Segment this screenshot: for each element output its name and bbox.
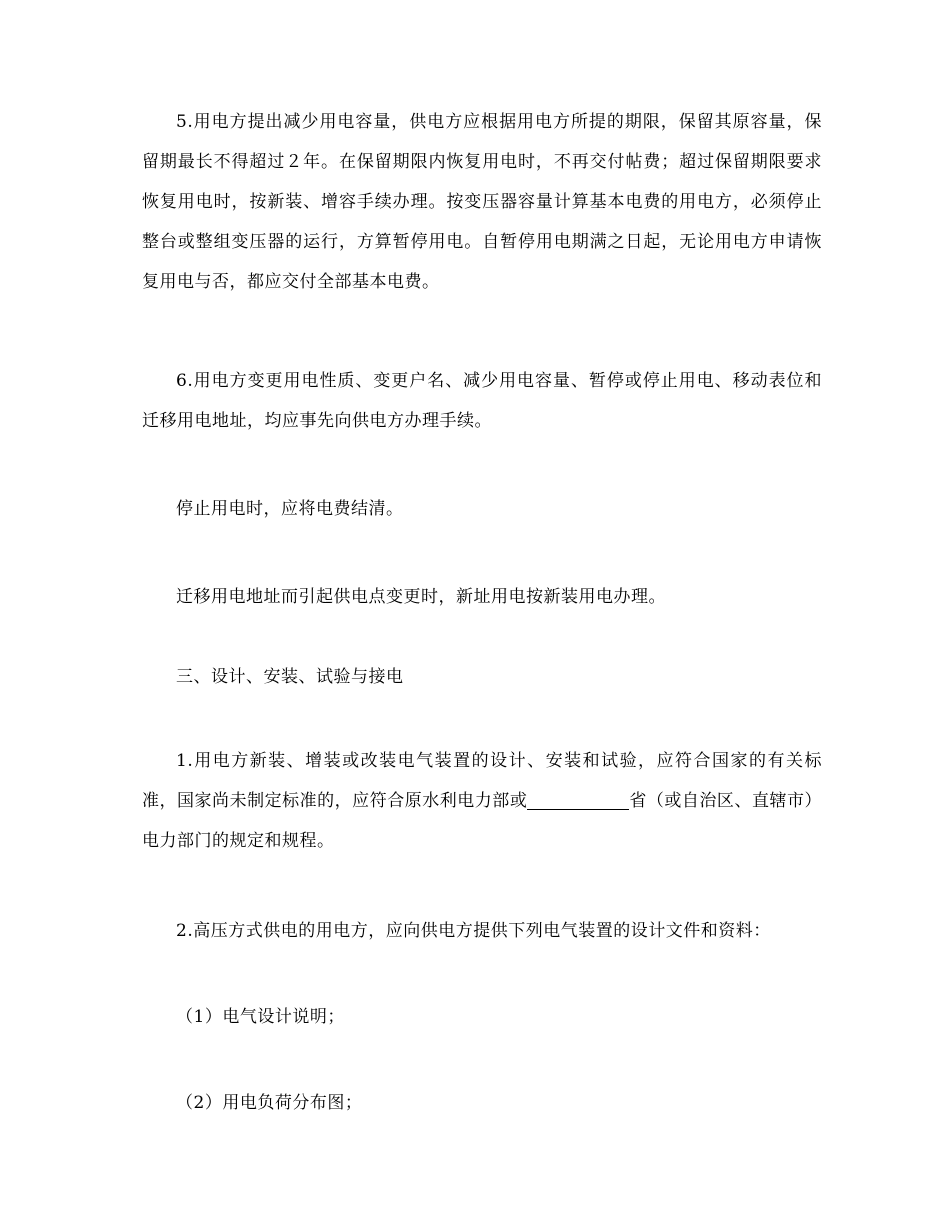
paragraph-stop-power: 停止用电时，应将电费结清。 (176, 499, 404, 519)
paragraph-3-1-text-after-blank: 省（或自治区、直辖市）电力部门的规定和规程。 (142, 791, 823, 851)
section-3-heading: 三、设计、安装、试验与接电 (176, 667, 404, 687)
paragraph-6-change-procedures: 6.用电方变更用电性质、变更户名、减少用电容量、暂停或停止用电、移动表位和迁移用电地址，均应事先向供电方办理手续。 (142, 371, 822, 431)
paragraph-3-1-design-standards (142, 741, 822, 861)
paragraph-3-2-high-voltage-docs: 2.高压方式供电的用电方，应向供电方提供下列电气装置的设计文件和资料： (176, 921, 771, 941)
list-item-1-design-description: （1）电气设计说明； (176, 1007, 345, 1027)
paragraph-3-1-text-before-blank: 1.用电方新装、增装或改装电气装置的设计、安装和试验，应符合国家的有关标准，国家尚未制定标准的，应符合原水利电力部或 (142, 751, 822, 811)
paragraph-5-capacity-reduction: 5.用电方提出减少用电容量，供电方应根据用电方所提的期限，保留其原容量，保留期最长不得超过２年。在保留期限内恢复用电时，不再交付帖费；超过保留期限要求恢复用电时，按新装、增容手续办理。按变压器容量计算基本电费的用电方，必须停止整台或整组变压器的运行，方算暂停用电。自暂停用电期满之日起，无论用电方申请恢复用电与否，都应交付全部基本电费。 (142, 112, 822, 292)
paragraph-relocation: 迁移用电地址而引起供电点变更时，新址用电按新装用电办理。 (176, 587, 666, 607)
list-item-2-load-distribution: （2）用电负荷分布图； (176, 1093, 363, 1113)
fill-in-blank-line (527, 791, 629, 810)
